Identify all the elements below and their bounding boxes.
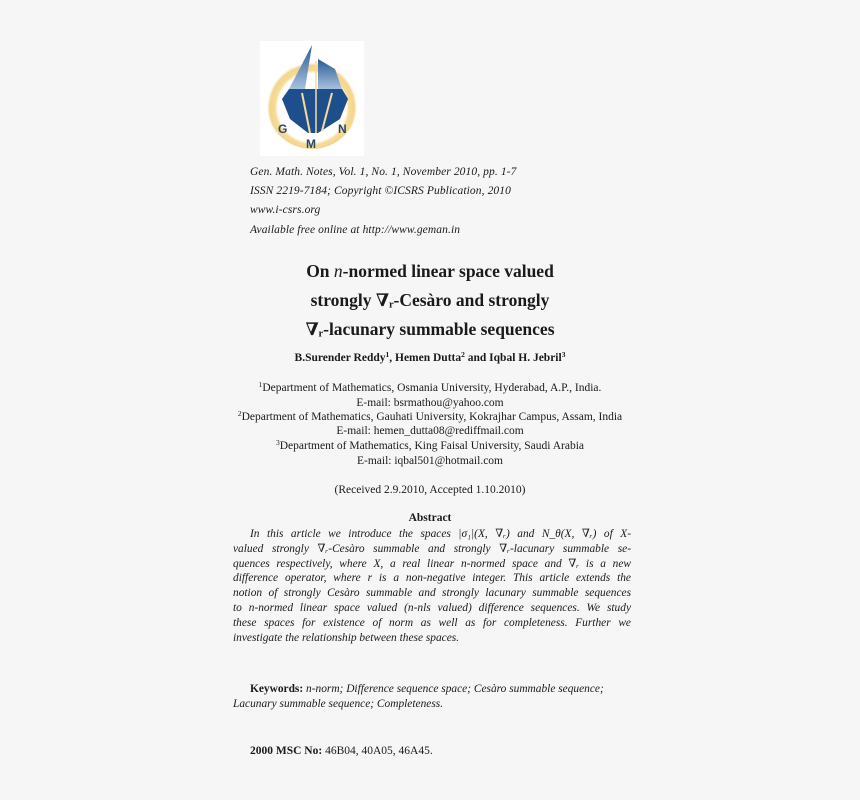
abstract-line: to n-normed linear space valued (n-nls valued) difference sequences. We study (233, 601, 631, 614)
author-1: B.Surender Reddy (294, 352, 386, 364)
journal-issn: ISSN 2219-7184; Copyright ©ICSRS Publication, 2010 (250, 185, 511, 197)
email-1[interactable]: E-mail: bsrmathou@yahoo.com (356, 397, 504, 409)
affiliation-2: $^2$Department of Mathematics, Gauhati University, Kokrajhar Campus, Assam, India (237, 409, 623, 423)
email-3[interactable]: E-mail: iqbal501@hotmail.com (356, 455, 503, 467)
abstract-line: notion of strongly Cesàro summable and strongly lacunary summable sequences (233, 587, 631, 600)
journal-website[interactable]: www.i-csrs.org (250, 204, 321, 216)
svg-text:N: N (338, 122, 347, 136)
received-accepted-dates: (Received 2.9.2010, Accepted 1.10.2010) (334, 484, 526, 496)
journal-logo (260, 41, 364, 156)
msc-codes: 46B04, 40A05, 46A45. (325, 745, 433, 757)
svg-text:G: G (278, 122, 288, 136)
abstract-body (233, 527, 631, 645)
abstract-heading: Abstract (408, 512, 452, 524)
paper-title-line-3: ∇ᵣ-lacunary summable sequences (305, 319, 555, 339)
affiliation-3: $^3$Department of Mathematics, King Faisal University, Saudi Arabia (275, 438, 584, 452)
abstract-line: In this article we introduce the spaces |σ₁|(X, ∇ᵣ) and N_θ(X, ∇ᵣ) of X- (250, 528, 631, 540)
abstract-line: difference operator, where r is a non-negative integer. This article extends the (233, 572, 631, 585)
msc-classification (250, 745, 433, 757)
affiliation-1: $^1$Department of Mathematics, Osmania University, Hyderabad, A.P., India. (258, 380, 602, 394)
journal-online-link[interactable]: Available free online at http://www.geman.in (250, 224, 461, 236)
author-list: B.Surender Reddy$^1$, Hemen Dutta$^2$ and Iqbal H. Jebril$^3$ (294, 350, 566, 364)
keywords-label: Keywords: (250, 683, 304, 695)
abstract-line: these spaces for existence of norm as well as for completeness. Further we (233, 616, 631, 629)
author-3: Iqbal H. Jebril (489, 352, 562, 364)
abstract-line: quences respectively, where X, a real linear n-normed space and ∇ᵣ is a new (233, 557, 631, 570)
gmn-logo-icon (260, 41, 364, 156)
abstract-line: investigate the relationship between these spaces. (233, 631, 460, 644)
msc-label: 2000 MSC No: (250, 745, 323, 757)
keywords-text: n-norm; Difference sequence space; Cesàro summable sequence; Lacunary summable sequence; Completeness. (233, 683, 604, 710)
abstract-line: valued strongly ∇ᵣ-Cesàro summable and strongly ∇ᵣ-lacunary summable se- (233, 542, 631, 555)
keywords (233, 682, 633, 712)
paper-title-line-2: strongly ∇ᵣ-Cesàro and strongly (310, 290, 550, 310)
journal-citation: Gen. Math. Notes, Vol. 1, No. 1, November 2010, pp. 1-7 (250, 166, 517, 178)
svg-text:M: M (306, 137, 316, 151)
email-2[interactable]: E-mail: hemen_dutta08@rediffmail.com (336, 425, 524, 437)
author-2: Hemen Dutta (395, 352, 462, 364)
paper-title-line-1: On n-normed linear space valued (306, 261, 554, 281)
